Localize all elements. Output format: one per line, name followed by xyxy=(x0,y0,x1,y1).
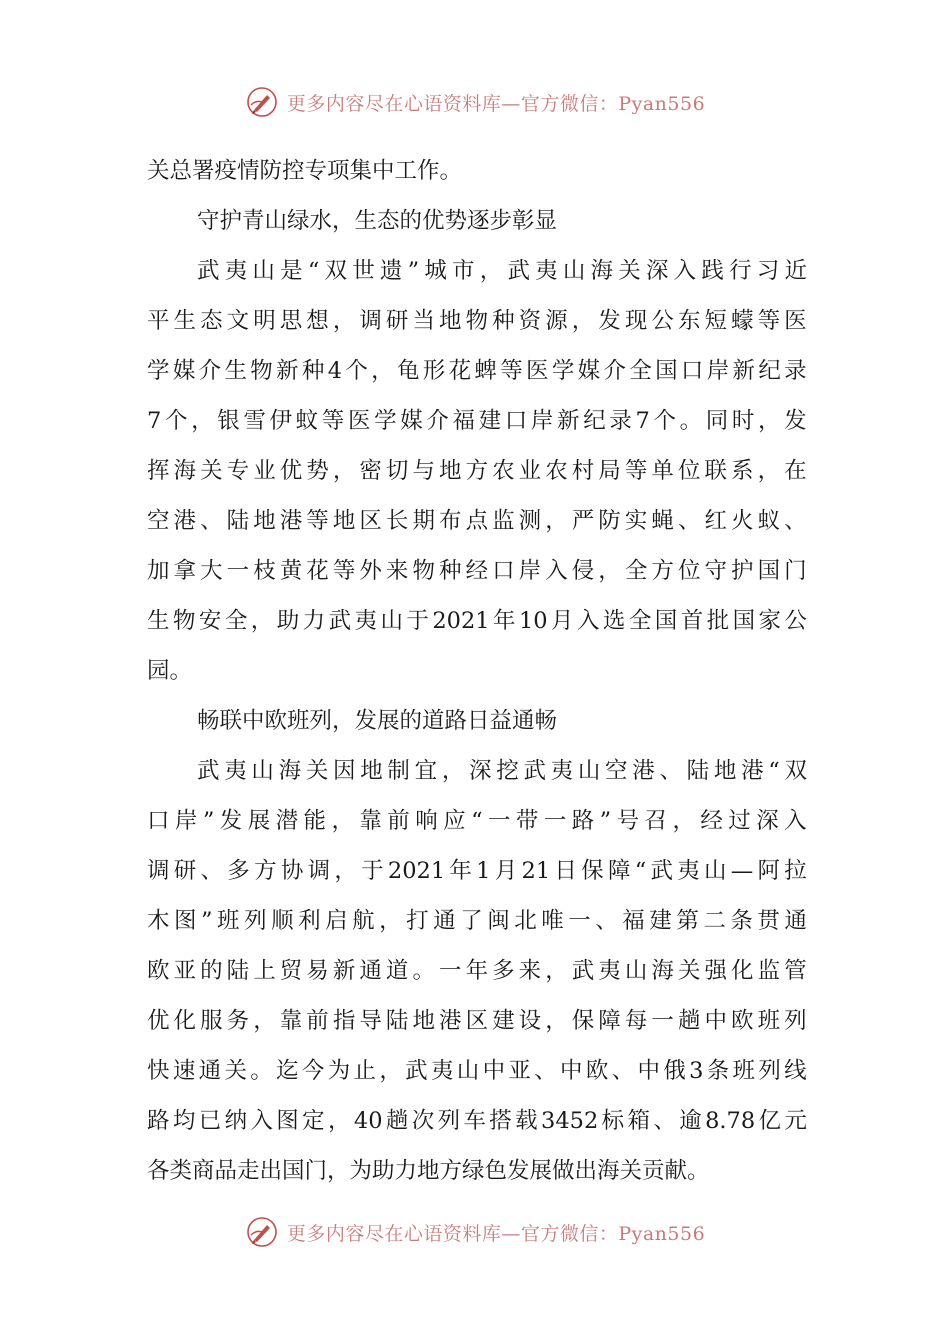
text-line: 守护青山绿水，生态的优势逐步彰显 xyxy=(197,208,558,234)
article-body xyxy=(147,146,807,1196)
text-line: 各类商品走出国门，为助力地方绿色发展做出海关贡献。 xyxy=(147,1158,710,1184)
text-line: 调 研 、 多 方 协 调 ， 于 2021 年 1 月 21 日 保 障 “ 武 夷 山 — 阿 拉 xyxy=(147,858,807,884)
text-line: 空 港 、 陆 地 港 等 地 区 长 期 布 点 监 测 ， 严 防 实 蝇 、 红 火 蚁 、 xyxy=(147,508,807,534)
text-line: 欧 亚 的 陆 上 贸 易 新 通 道 。 一 年 多 来 ， 武 夷 山 海 关 强 化 监 管 xyxy=(147,958,807,984)
text-line: 路 均 已 纳 入 图 定 ， 40 趟 次 列 车 搭 载 3452 标 箱 、 逾 8.78 亿 元 xyxy=(147,1108,807,1134)
pen-logo-icon xyxy=(245,1215,279,1249)
text-line: 武 夷 山 海 关 因 地 制 宜 ， 深 挖 武 夷 山 空 港 、 陆 地 港 “ 双 xyxy=(197,758,807,784)
text-line: 口 岸 ” 发 展 潜 能 ， 靠 前 响 应 “ 一 带 一 路 ” 号 召 ， 经 过 深 入 xyxy=(147,808,807,834)
header-watermark-text: 更多内容尽在心语资料库—官方微信：Pyan556 xyxy=(286,92,706,115)
text-line: 快 速 通 关 。 迄 今 为 止 ， 武 夷 山 中 亚 、 中 欧 、 中 俄 3 条 班 列 线 xyxy=(147,1058,807,1084)
text-line: 平 生 态 文 明 思 想 ， 调 研 当 地 物 种 资 源 ， 发 现 公 东 短 蠓 等 医 xyxy=(147,308,807,334)
footer-watermark-text: 更多内容尽在心语资料库—官方微信：Pyan556 xyxy=(286,1222,706,1245)
text-line: 学 媒 介 生 物 新 种 4 个 ， 龟 形 花 蜱 等 医 学 媒 介 全 国 口 岸 新 纪 录 xyxy=(147,358,807,384)
text-line: 武 夷 山 是 “ 双 世 遗 ” 城 市 ， 武 夷 山 海 关 深 入 践 行 习 近 xyxy=(197,258,807,284)
text-line: 生 物 安 全 ， 助 力 武 夷 山 于 2021 年 10 月 入 选 全 国 首 批 国 家 公 xyxy=(147,608,807,634)
text-line: 关总署疫情防控专项集中工作。 xyxy=(147,158,463,184)
text-line: 加 拿 大 一 枝 黄 花 等 外 来 物 种 经 口 岸 入 侵 ， 全 方 位 守 护 国 门 xyxy=(147,558,807,584)
text-line: 畅联中欧班列，发展的道路日益通畅 xyxy=(197,708,558,734)
header-watermark xyxy=(0,82,950,122)
text-line: 园。 xyxy=(147,658,193,684)
text-line: 7 个 ， 银 雪 伊 蚊 等 医 学 媒 介 福 建 口 岸 新 纪 录 7 个 。 同 时 ， 发 xyxy=(147,408,807,434)
footer-watermark xyxy=(0,1212,950,1252)
text-line: 优 化 服 务 ， 靠 前 指 导 陆 地 港 区 建 设 ， 保 障 每 一 趟 中 欧 班 列 xyxy=(147,1008,807,1034)
pen-logo-icon xyxy=(245,85,279,119)
text-line: 挥 海 关 专 业 优 势 ， 密 切 与 地 方 农 业 农 村 局 等 单 位 联 系 ， 在 xyxy=(147,458,807,484)
text-line: 木 图 ” 班 列 顺 利 启 航 ， 打 通 了 闽 北 唯 一 、 福 建 第 二 条 贯 通 xyxy=(147,908,807,934)
